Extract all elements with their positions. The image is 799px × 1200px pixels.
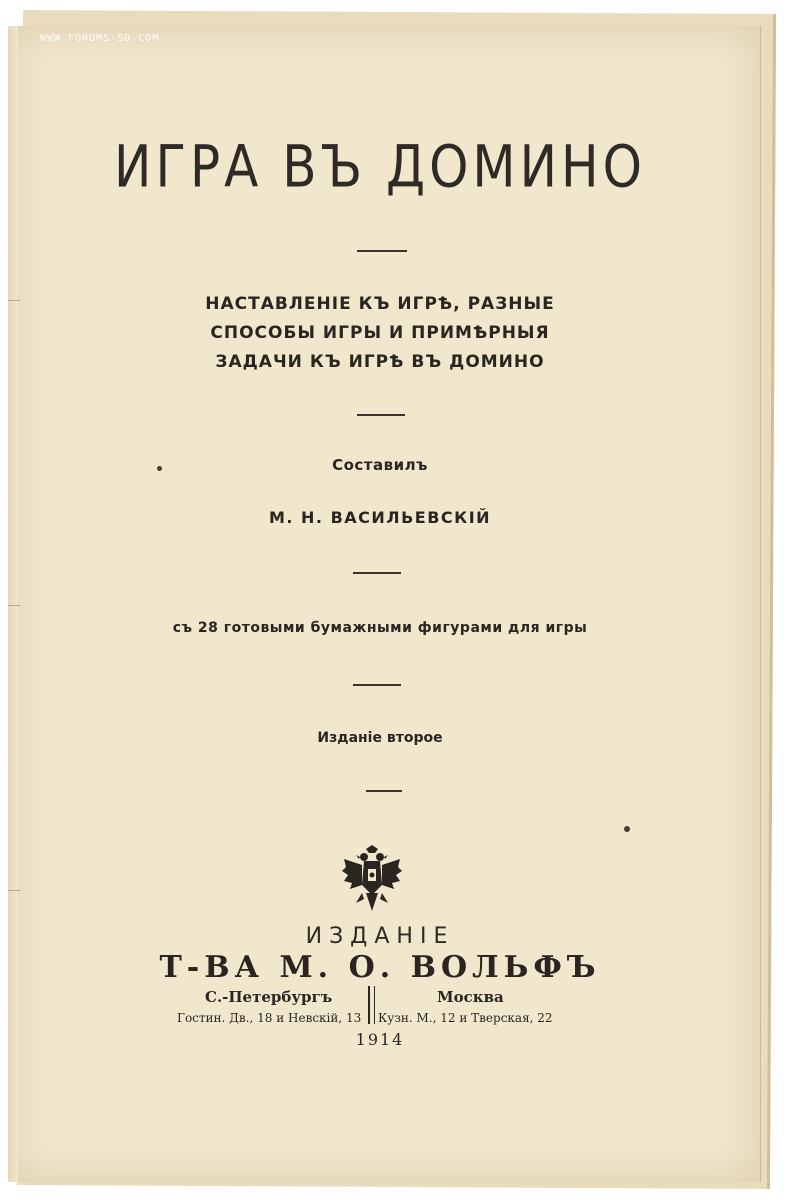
author-name: М. Н. ВАСИЛЬЕВСКІЙ bbox=[268, 508, 492, 527]
city-st-petersburg: С.-Петербургъ bbox=[205, 988, 333, 1006]
address-moscow: Кузн. М., 12 и Тверская, 22 bbox=[378, 1011, 553, 1025]
stitch-mark bbox=[8, 605, 20, 606]
figures-note: съ 28 готовыми бумажными фигурами для игры bbox=[172, 620, 588, 636]
address-st-petersburg: Гостин. Дв., 18 и Невскій, 13 bbox=[177, 1011, 362, 1025]
publisher-label: ИЗДАНІЕ bbox=[305, 924, 455, 949]
divider-rule bbox=[357, 414, 405, 416]
paper-speck bbox=[624, 826, 630, 832]
subtitle-line: СПОСОБЫ ИГРЫ И ПРИМѢРНЫЯ bbox=[210, 323, 550, 343]
edition-label: Изданіе второе bbox=[317, 730, 443, 746]
stitch-mark bbox=[8, 890, 20, 891]
publisher-name: Т-ВА М. О. ВОЛЬФЪ bbox=[159, 950, 601, 985]
publication-year: 1914 bbox=[355, 1030, 405, 1049]
subtitle-line: ЗАДАЧИ КЪ ИГРѢ ВЪ ДОМИНО bbox=[215, 352, 545, 372]
divider-rule bbox=[353, 572, 401, 574]
divider-rule bbox=[357, 250, 407, 252]
vertical-divider bbox=[368, 986, 375, 1024]
subtitle-block bbox=[0, 290, 760, 377]
divider-rule bbox=[366, 790, 402, 792]
subtitle-line: НАСТАВЛЕНІЕ КЪ ИГРѢ, РАЗНЫЕ bbox=[205, 294, 555, 314]
compiled-by-label: Составилъ bbox=[332, 456, 428, 474]
double-headed-eagle-icon bbox=[342, 845, 402, 913]
book-title: ИГРА ВЪ ДОМИНО bbox=[114, 133, 646, 201]
city-moscow: Москва bbox=[437, 988, 504, 1006]
watermark: WWW.FORUMS-SD.COM bbox=[40, 33, 160, 44]
divider-rule bbox=[353, 684, 401, 686]
